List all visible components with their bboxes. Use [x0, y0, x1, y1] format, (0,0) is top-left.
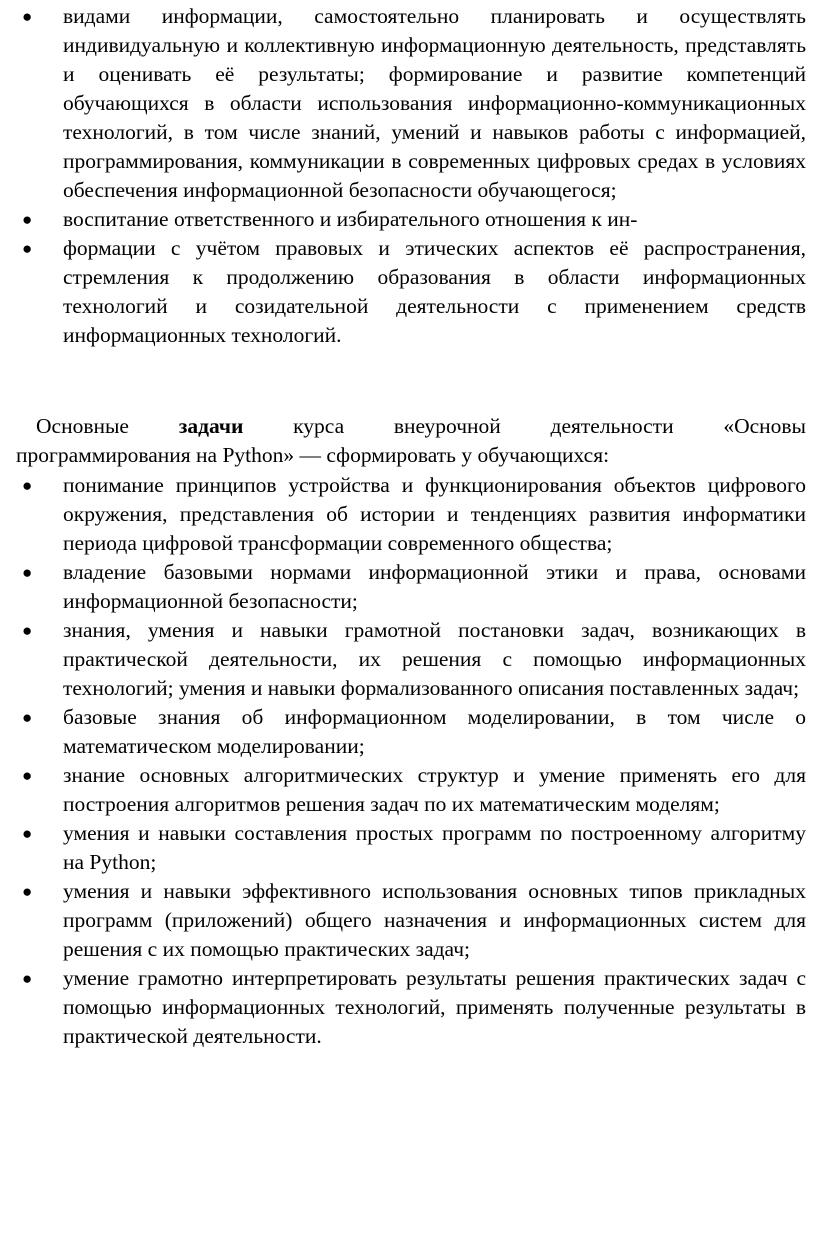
intro-before-bold: Основные — [36, 414, 129, 438]
bullet-icon: ● — [22, 563, 33, 582]
bullet-icon: ● — [22, 239, 33, 258]
bullet-icon: ● — [22, 969, 33, 988]
bullet-icon: ● — [22, 621, 33, 640]
list-item — [0, 819, 816, 877]
list-item-text: формации с учётом правовых и этических аспектов её распространения, стремления к продолжению образования в области информационных технологий и созидательной деятельности с применением средств информационных технологий. — [63, 236, 806, 347]
list-item-text: знание основных алгоритмических структур и умение применять его для построения алгоритмов решения задач по их математическим моделям; — [63, 763, 806, 816]
tasks-intro-line-2: программирования на Python» — сформировать у обучающихся: — [16, 443, 610, 467]
tasks-intro-line-1 — [16, 412, 806, 441]
bullet-icon: ● — [22, 210, 33, 229]
competencies-list — [0, 2, 816, 350]
list-item-text: умение грамотно интерпретировать результаты решения практических задач с помощью информационных технологий, применять полученные результаты в практической деятельности. — [63, 966, 806, 1048]
intro-after-bold: курса внеурочной деятельности «Основы — [293, 414, 806, 438]
list-item — [0, 471, 816, 558]
bullet-icon: ● — [22, 766, 33, 785]
bullet-icon: ● — [22, 476, 33, 495]
list-item-text: базовые знания об информационном моделировании, в том числе о математическом моделировании; — [63, 705, 806, 758]
bullet-icon: ● — [22, 7, 33, 26]
list-item — [0, 703, 816, 761]
list-item — [0, 877, 816, 964]
bullet-icon: ● — [22, 882, 33, 901]
list-item — [0, 616, 816, 703]
list-item — [0, 2, 816, 205]
bullet-icon: ● — [22, 824, 33, 843]
list-item-text: владение базовыми нормами информационной этики и права, основами информационной безопасности; — [63, 560, 806, 613]
list-item-text: воспитание ответственного и избирательного отношения к ин- — [63, 207, 638, 231]
list-item — [0, 234, 816, 350]
list-item — [0, 761, 816, 819]
list-item — [0, 964, 816, 1051]
intro-bold-word: задачи — [178, 414, 244, 438]
list-item-text: умения и навыки эффективного использования основных типов прикладных программ (приложений) общего назначения и информационных систем для решения с их помощью практических задач; — [63, 879, 806, 961]
list-item-text: видами информации, самостоятельно планировать и осуществлять индивидуальную и коллективную информационную деятельность, представлять и оценивать её результаты; формирование и развитие компетенций обучающихся в области использования информационно-коммуникационных технологий, в том числе знаний, умений и навыков работы с информацией, программирования, коммуникации в современных цифровых средах в условиях обеспечения информационной безопасности обучающегося; — [63, 4, 806, 202]
tasks-intro-paragraph — [16, 412, 806, 470]
list-item-text: умения и навыки составления простых программ по построенному алгоритму на Python; — [63, 821, 806, 874]
list-item — [0, 558, 816, 616]
list-item-text: знания, умения и навыки грамотной постановки задач, возникающих в практической деятельности, их решения с помощью информационных технологий; умения и навыки формализованного описания поставленных задач; — [63, 618, 806, 700]
tasks-list — [0, 471, 816, 1051]
list-item-text: понимание принципов устройства и функционирования объектов цифрового окружения, представления об истории и тенденциях развития информатики периода цифровой трансформации современного общества; — [63, 473, 806, 555]
bullet-icon: ● — [22, 708, 33, 727]
list-item — [0, 205, 816, 234]
